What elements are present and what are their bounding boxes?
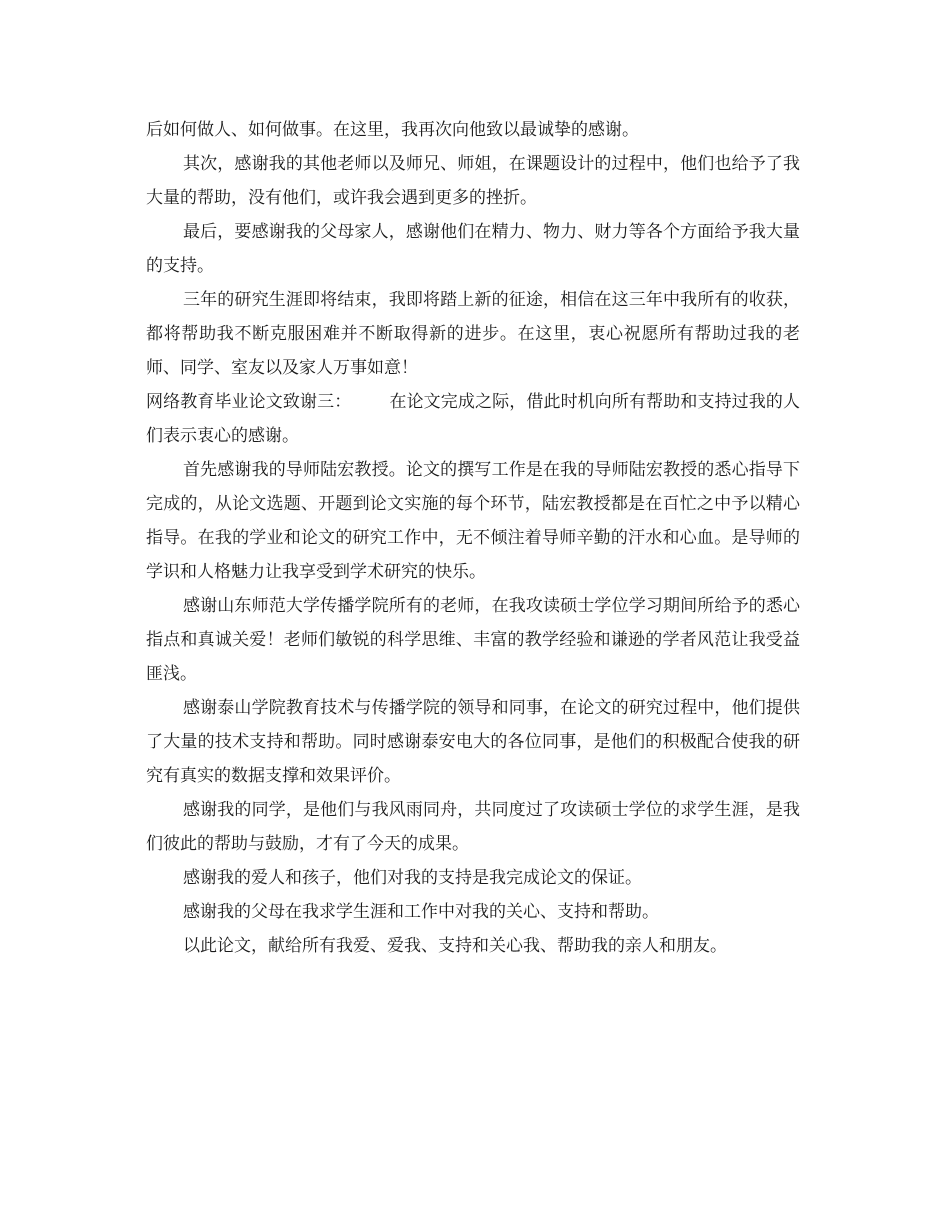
paragraph-thanks-parents-2: 感谢我的父母在我求学生涯和工作中对我的关心、支持和帮助。 <box>183 902 659 922</box>
paragraph-thanks-colleagues: 感谢泰山学院教育技术与传播学院的领导和同事，在论文的研究过程中，他们提供了大量的技术支持和帮助。同时感谢泰安电大的各位同事，是他们的积极配合使我的研究有真实的数据支撑和效果评价。 <box>146 698 800 786</box>
section-heading-paragraph <box>146 385 800 453</box>
paragraph-thanks-university: 感谢山东师范大学传播学院所有的老师，在我攻读硕士学位学习期间所给予的悉心指点和真诚关爱！老师们敏锐的科学思维、丰富的教学经验和谦逊的学者风范让我受益匪浅。 <box>146 596 800 684</box>
paragraph-thanks-classmates: 感谢我的同学，是他们与我风雨同舟，共同度过了攻读硕士学位的求学生涯，是我们彼此的帮助与鼓励，才有了今天的成果。 <box>146 800 800 854</box>
paragraph-continuation: 后如何做人、如何做事。在这里，我再次向他致以最诚挚的感谢。 <box>146 120 639 140</box>
section-heading-title: 网络教育毕业论文致谢三： <box>146 392 352 412</box>
paragraph-closing-wishes: 三年的研究生涯即将结束，我即将踏上新的征途，相信在这三年中我所有的收获，都将帮助我不断克服困难并不断取得新的进步。在这里，衷心祝愿所有帮助过我的老师、同学、室友以及家人万事如意！ <box>146 290 800 378</box>
paragraph-thanks-family: 感谢我的爱人和孩子，他们对我的支持是我完成论文的保证。 <box>183 868 642 888</box>
section-heading-first-text: 在论文完成之际，借此时机向所有帮助和支持过我的人们表示衷心的感谢。 <box>146 392 801 446</box>
paragraph-thanks-advisor: 首先感谢我的导师陆宏教授。论文的撰写工作是在我的导师陆宏教授的悉心指导下完成的，从论文选题、开题到论文实施的每个环节，陆宏教授都是在百忙之中予以精心指导。在我的学业和论文的研究工作中，无不倾注着导师辛勤的汗水和心血。是导师的学识和人格魅力让我享受到学术研究的快乐。 <box>146 460 800 582</box>
document-body <box>146 113 800 963</box>
paragraph-dedication: 以此论文，献给所有我爱、爱我、支持和关心我、帮助我的亲人和朋友。 <box>183 936 727 956</box>
paragraph-thanks-teachers: 其次，感谢我的其他老师以及师兄、师姐，在课题设计的过程中，他们也给予了我大量的帮助，没有他们，或许我会遇到更多的挫折。 <box>146 154 800 208</box>
paragraph-thanks-parents: 最后，要感谢我的父母家人，感谢他们在精力、物力、财力等各个方面给予我大量的支持。 <box>146 222 800 276</box>
